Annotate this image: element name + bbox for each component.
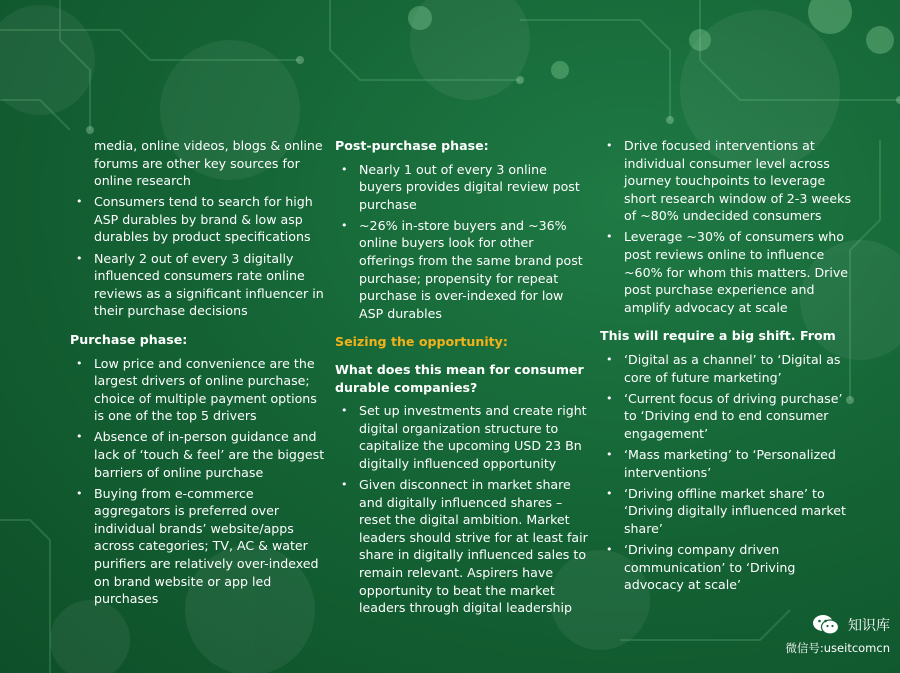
list-item: • Leverage ~30% of consumers who post reviews online to influence ~60% for whom this matters. Drive post purchase experience and amplify advocacy at scale [600, 228, 858, 316]
list-item: • Drive focused interventions at individual consumer level across journey touchpoints to leverage short research window of 2-3 weeks of ~80% undecided consumers [600, 137, 858, 225]
watermark-account: 微信号:useitcomcn [785, 641, 890, 655]
list-item: • Low price and convenience are the largest drivers of online purchase; choice of multiple payment options is one of the top 5 drivers [70, 355, 325, 425]
list-item: • Set up investments and create right digital organization structure to capitalize the upcoming USD 23 Bn digitally influenced opportunity [335, 402, 590, 472]
column-left [70, 137, 325, 611]
list-item: • Nearly 2 out of every 3 digitally influenced consumers rate online reviews as a significant influencer in their purchase decisions [70, 250, 325, 320]
list-item: • ‘Mass marketing’ to ‘Personalized interventions’ [600, 446, 858, 481]
list-item: • ‘Digital as a channel’ to ‘Digital as core of future marketing’ [600, 351, 858, 386]
purchase-phase-heading: Purchase phase: [70, 331, 188, 347]
list-item: • Nearly 1 out of every 3 online buyers provides digital review post purchase [335, 161, 590, 214]
list-item: • ‘Driving offline market share’ to ‘Driving digitally influenced market share’ [600, 485, 858, 538]
column-right [600, 137, 858, 597]
list-item: • Given disconnect in market share and digitally influenced shares – reset the digital ambition. Market leaders should strive for at least fair share in digitally influenced sales to remain relevant. Aspirers have opportunity to beat the market leaders through digital leadership [335, 476, 590, 617]
implication-question-heading: What does this mean for consumer durable companies? [335, 362, 584, 395]
list-item: • ‘Driving company driven communication’ to ‘Driving advocacy at scale’ [600, 541, 858, 594]
column-middle [335, 137, 590, 620]
watermark-name: 知识库 [848, 618, 890, 634]
intervention-bullets [600, 137, 858, 316]
big-shift-heading: This will require a big shift. From [600, 328, 836, 344]
watermark [785, 614, 890, 656]
research-bullets [70, 193, 325, 320]
post-purchase-heading: Post-purchase phase: [335, 138, 489, 153]
list-item: • ‘Current focus of driving purchase’ to ‘Driving end to end consumer engagement’ [600, 390, 858, 443]
research-continuation-text: media, online videos, blogs & online forums are other key sources for online research [94, 138, 323, 189]
opportunity-bullets [335, 402, 590, 617]
list-item: • Buying from e-commerce aggregators is preferred over individual brands’ website/apps across categories; TV, AC & water purifiers are relatively over-indexed on brand website or app led purchases [70, 485, 325, 608]
shift-bullets [600, 351, 858, 594]
post-purchase-bullets [335, 161, 590, 323]
list-item: • Consumers tend to search for high ASP durables by brand & low asp durables by product specifications [70, 193, 325, 246]
wechat-icon [812, 614, 840, 636]
seizing-opportunity-heading: Seizing the opportunity: [335, 334, 508, 350]
purchase-bullets [70, 355, 325, 608]
list-item: • Absence of in-person guidance and lack of ‘touch & feel’ are the biggest barriers of online purchase [70, 428, 325, 481]
list-item: • ~26% in-store buyers and ~36% online buyers look for other offerings from the same brand post purchase; propensity for repeat purchase is over-indexed for low ASP durables [335, 217, 590, 323]
